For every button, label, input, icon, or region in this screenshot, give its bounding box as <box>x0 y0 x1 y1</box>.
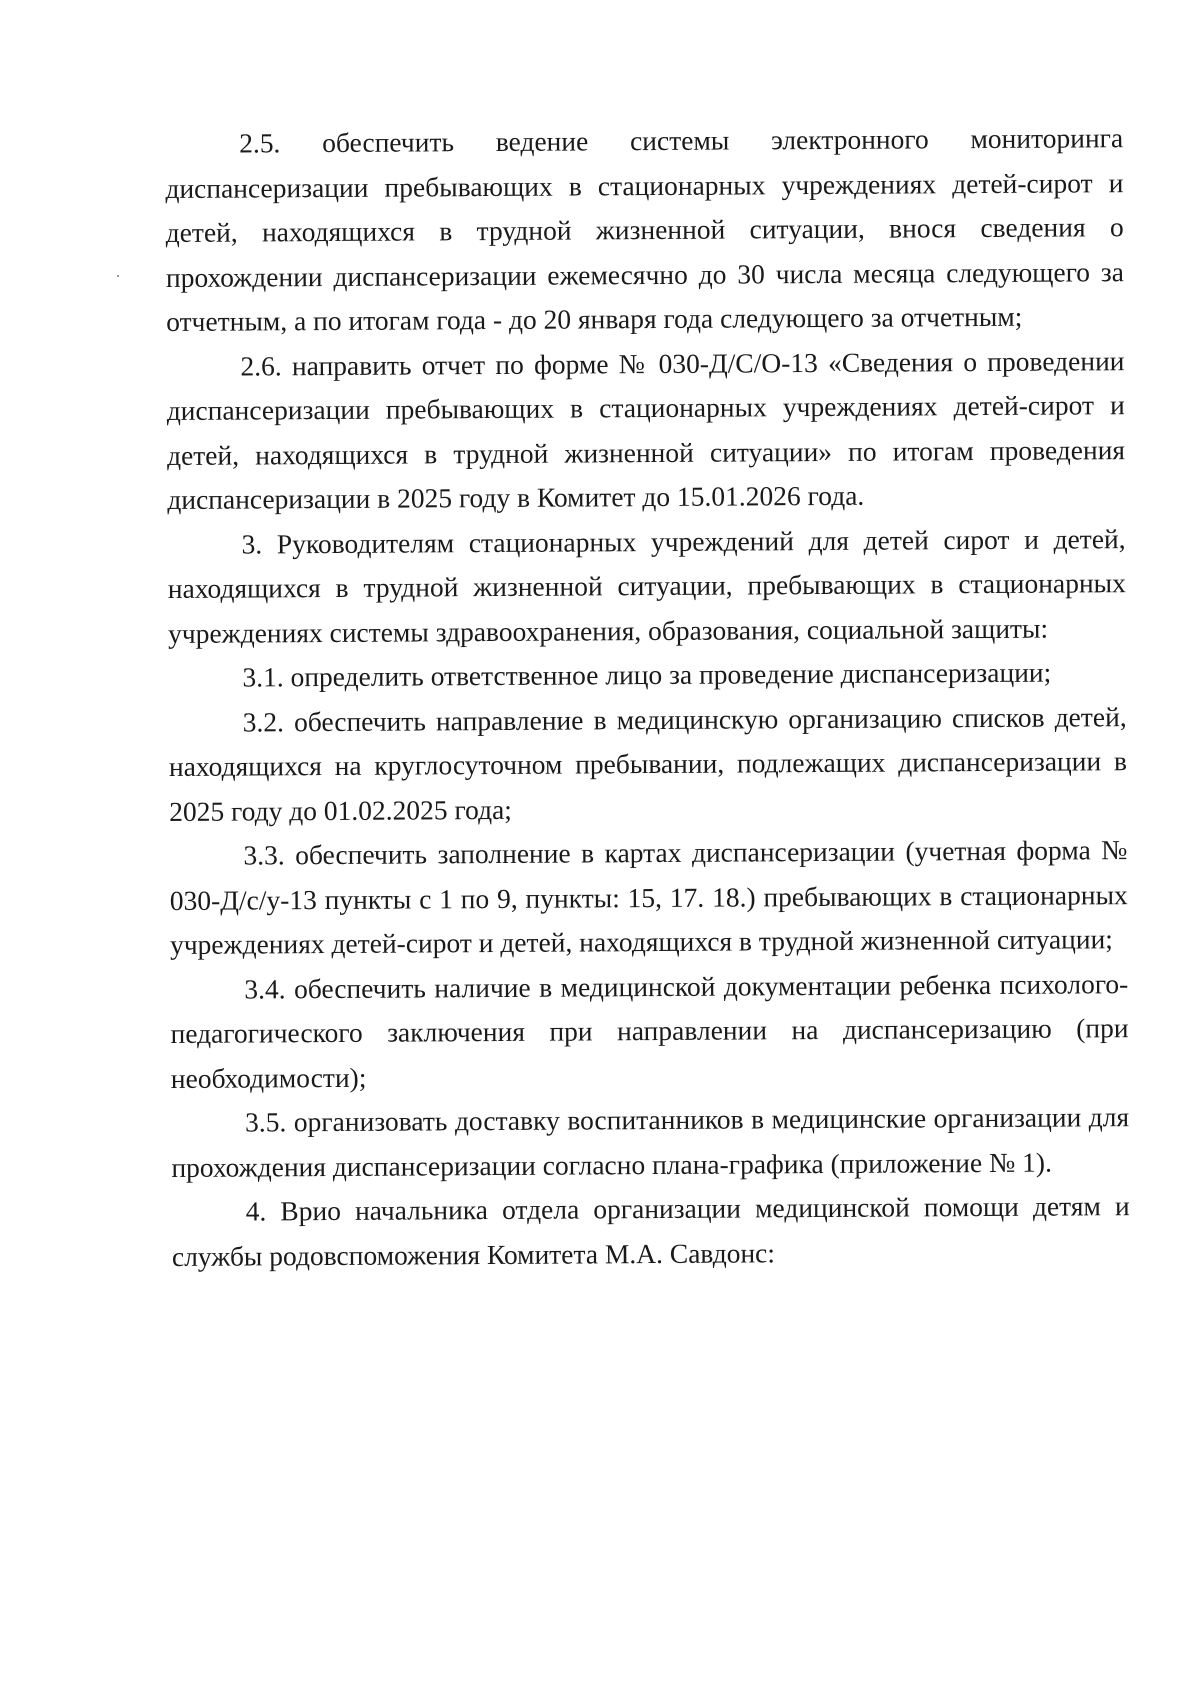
paragraph-3-2: 3.2. обеспечить направление в медицинскую организацию списков детей, находящихся на круглосуточном пребывании, подлежащих диспансеризации в 2025 году до 01.02.2025 года; <box>168 700 1128 827</box>
paragraph-3: 3. Руководителям стационарных учреждений для детей сирот и детей, находящихся в трудной жизненной ситуации, пребывающих в стационарных учреждениях системы здравоохранения, образования, социальной защиты: <box>167 522 1126 649</box>
paragraph-3-1: 3.1. определить ответственное лицо за проведение диспансеризации; <box>242 656 1052 693</box>
paragraph-3-4: 3.4. обеспечить наличие в медицинской документации ребенка психолого-педагогического заключения при направлении на диспансеризацию (при необходимости); <box>170 967 1129 1094</box>
paragraph-3-3: 3.3. обеспечить заполнение в картах диспансеризации (учетная форма № 030-Д/с/у-13 пункты с 1 по 9, пункты: 15, 17. 18.) пребывающих в стационарных учреждениях детей-сирот и детей, находящихся в трудной жизненной ситуации; <box>169 834 1128 960</box>
document-body <box>165 116 1130 1279</box>
scan-speck <box>117 275 119 277</box>
paragraph-2-6: 2.6. направить отчет по форме № 030-Д/С/О-13 «Сведения о проведении диспансеризации пребывающих в стационарных учреждениях детей-сирот и детей, находящихся в трудной жизненной ситуации» по итогам проведения диспансеризации в 2025 году в Комитет до 15.01.2026 года. <box>166 344 1126 515</box>
paragraph-4: 4. Врио начальника отдела организации медицинской помощи детям и службы родовспоможения Комитета М.А. Савдонс: <box>171 1190 1130 1272</box>
paragraph-3-5: 3.5. организовать доставку воспитанников в медицинские организации для прохождения диспансеризации согласно плана-графика (приложение № 1). <box>171 1101 1130 1183</box>
paragraph-2-5: 2.5. обеспечить ведение системы электронного мониторинга диспансеризации пребывающих в стационарных учреждениях детей-сирот и детей, находящихся в трудной жизненной ситуации, внося сведения о прохождении диспансеризации ежемесячно до 30 числа месяца следующего за отчетным, а по итогам года - до 20 января года следующего за отчетным; <box>165 122 1125 337</box>
